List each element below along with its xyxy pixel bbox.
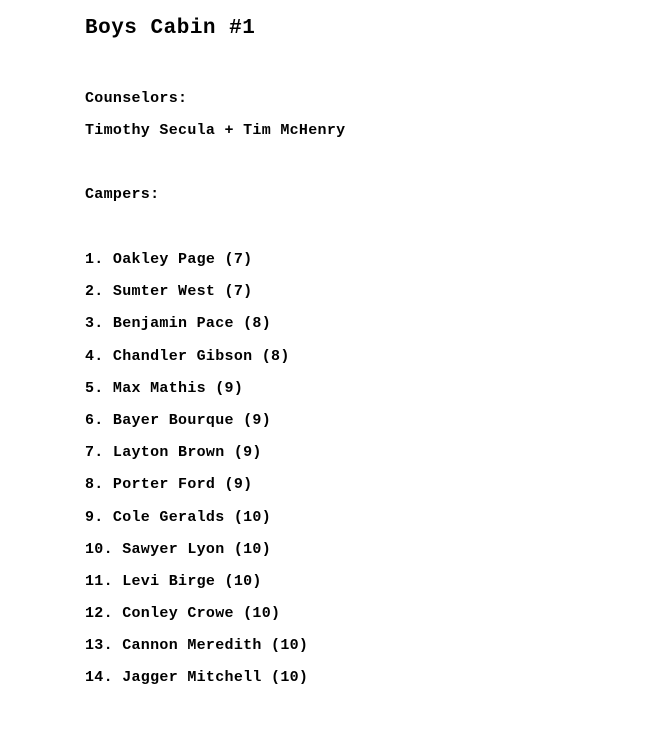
camper-item: 7. Layton Brown (9) xyxy=(85,444,262,462)
camper-item: 1. Oakley Page (7) xyxy=(85,251,253,268)
camper-item: 4. Chandler Gibson (8) xyxy=(85,347,290,365)
camper-item: 12. Conley Crowe (10) xyxy=(85,605,281,623)
camper-item: 11. Levi Birge (10) xyxy=(85,572,262,590)
counselors-label: Counselors: xyxy=(85,90,188,107)
camper-list xyxy=(85,250,308,701)
camper-item: 2. Sumter West (7) xyxy=(85,283,253,301)
cabin-title: Boys Cabin #1 xyxy=(85,17,256,40)
campers-label: Campers: xyxy=(85,186,160,203)
camper-item: 3. Benjamin Pace (8) xyxy=(85,315,272,333)
counselors-names: Timothy Secula + Tim McHenry xyxy=(85,122,346,139)
camper-item: 9. Cole Geralds (10) xyxy=(85,508,272,526)
camper-item: 8. Porter Ford (9) xyxy=(85,476,253,494)
camper-item: 10. Sawyer Lyon (10) xyxy=(85,540,272,558)
camper-item: 14. Jagger Mitchell (10) xyxy=(85,669,309,687)
camper-item: 13. Cannon Meredith (10) xyxy=(85,637,309,655)
camper-item: 5. Max Mathis (9) xyxy=(85,379,244,397)
camper-item: 6. Bayer Bourque (9) xyxy=(85,411,272,429)
